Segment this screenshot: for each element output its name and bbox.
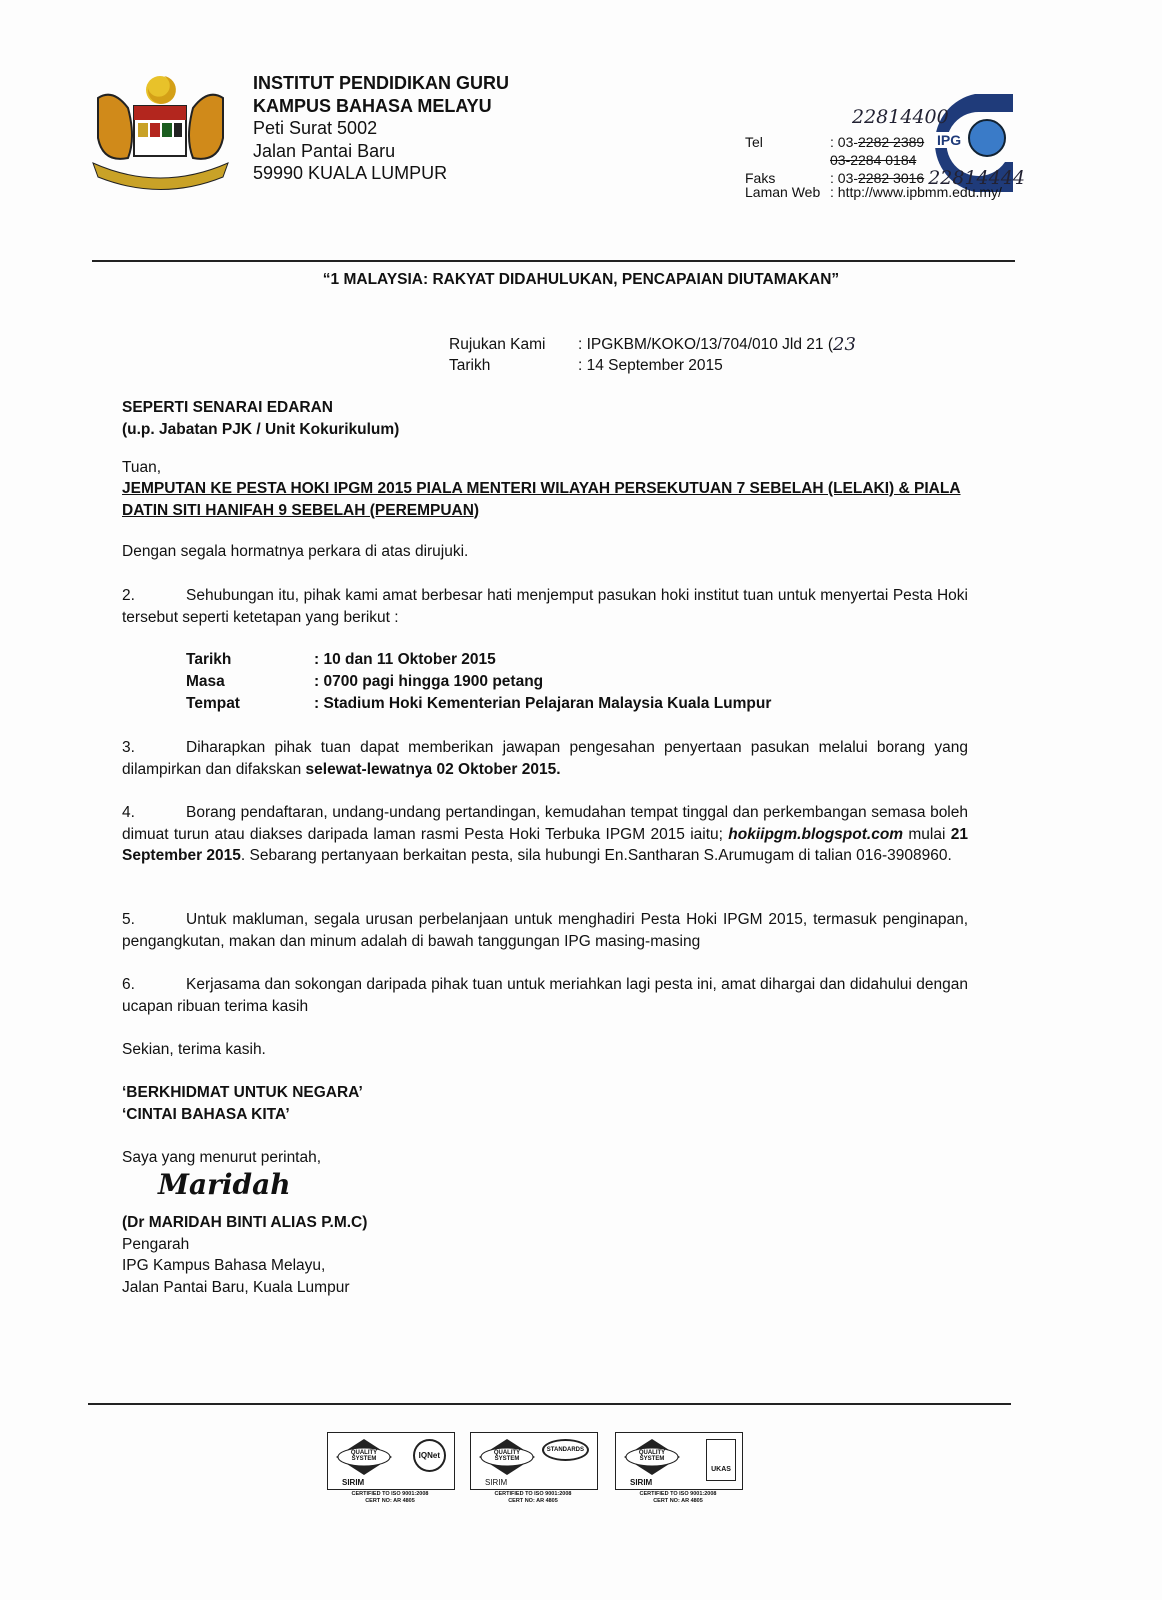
quality-system-text: QUALITY SYSTEM: [493, 1450, 521, 1462]
handwritten-fax: 22814444: [928, 167, 1025, 189]
contact-block: [745, 133, 1025, 201]
para-text: mulai: [903, 825, 951, 843]
signatory-block: [122, 1212, 968, 1298]
date-value: : 14 September 2015: [578, 357, 723, 374]
sign-intro: Saya yang menurut perintah,: [122, 1149, 322, 1166]
para-number: 4.: [122, 804, 135, 821]
paragraph-5: [122, 909, 968, 952]
detail-label: Tarikh: [186, 651, 232, 668]
quality-system-text: QUALITY SYSTEM: [638, 1450, 666, 1462]
slogan: ‘BERKHIDMAT UNTUK NEGARA’: [122, 1084, 363, 1101]
cert-text: [470, 1491, 596, 1505]
para-number: 6.: [122, 976, 135, 993]
ref-value: : IPGKBM/KOKO/13/704/010 Jld 21 (: [578, 336, 834, 353]
detail-value: : Stadium Hoki Kementerian Pelajaran Malaysia Kuala Lumpur: [314, 695, 772, 712]
slogans: [122, 1082, 968, 1125]
reference-block: [449, 334, 856, 376]
cert-line: CERTIFIED TO ISO 9001:2008: [494, 1491, 572, 1497]
para-text: Kerjasama dan sokongan daripada pihak tuan untuk meriahkan lagi pesta ini, amat dihargai dan didahului dengan ucapan ribuan terima kasih: [122, 976, 968, 1015]
web-link[interactable]: : http://www.ipbmm.edu.my/: [830, 184, 1002, 200]
cert-line: CERTIFIED TO ISO 9001:2008: [639, 1491, 717, 1497]
para-text: Diharapkan pihak tuan dapat memberikan jawapan pengesahan penyertaan pasukan melalui borang yang dilampirkan dan difakskan: [122, 739, 968, 778]
signatory-name: (Dr MARIDAH BINTI ALIAS P.M.C): [122, 1214, 368, 1231]
handwritten-tel: 22814400: [852, 106, 949, 128]
detail-label: Tempat: [186, 695, 240, 712]
para-number: 2.: [122, 587, 135, 604]
para-text: Untuk makluman, segala urusan perbelanjaan untuk menghadiri Pesta Hoki IPGM 2015, termasuk penginapan, pengangkutan, makan dan minum adalah di bawah tanggungan IPG masing-masing: [122, 911, 968, 950]
detail-value: : 0700 pagi hingga 1900 petang: [314, 673, 544, 690]
address-line: Peti Surat 5002: [253, 118, 378, 138]
sirim-text: SIRIM: [342, 1478, 365, 1487]
signatory-title: Pengarah: [122, 1235, 190, 1253]
tel-label: Tel: [745, 134, 763, 150]
closing: Sekian, terima kasih.: [122, 1041, 266, 1058]
ipg-logo-text: IPG: [937, 132, 962, 148]
institution-header: [253, 72, 509, 185]
paragraph-2: [122, 585, 968, 628]
quality-system-text: QUALITY SYSTEM: [350, 1450, 378, 1462]
ref-label: Rujukan Kami: [449, 336, 546, 353]
cert-text: [615, 1491, 741, 1505]
para-number: 3.: [122, 739, 135, 756]
detail-value: : 10 dan 11 Oktober 2015: [314, 651, 496, 668]
web-label: Laman Web: [745, 184, 821, 200]
cert-line: CERT NO: AR 4805: [508, 1498, 558, 1504]
address-line: 59990 KUALA LUMPUR: [253, 163, 448, 183]
sirim-text: SIRIM: [630, 1478, 653, 1487]
sirim-standards-logo: [470, 1432, 598, 1490]
cert-line: CERTIFIED TO ISO 9001:2008: [351, 1491, 429, 1497]
cert-line: CERT NO: AR 4805: [365, 1498, 415, 1504]
paragraph-3: [122, 737, 968, 780]
fax-label: Faks: [745, 170, 776, 186]
iqnet-text: IQNet: [413, 1439, 446, 1472]
sirim-ukas-logo: [615, 1432, 743, 1490]
paragraph-1: Dengan segala hormatnya perkara di atas dirujuki.: [122, 543, 469, 560]
tel-prefix: : 03-: [830, 134, 859, 150]
para-text: Borang pendaftaran, undang-undang pertandingan, kemudahan tempat tinggal dan perkembangan semasa boleh dimuat turun atau diakses daripada laman rasmi Pesta Hoki Terbuka IPGM 2015 iaitu;: [122, 804, 968, 843]
event-details: [186, 649, 771, 715]
date-label: Tarikh: [449, 357, 491, 374]
cert-line: CERT NO: AR 4805: [653, 1498, 703, 1504]
address-line: Jalan Pantai Baru: [253, 140, 396, 161]
motto: “1 MALAYSIA: RAKYAT DIDAHULUKAN, PENCAPAIAN DIUTAMAKAN”: [322, 271, 840, 288]
institution-name: INSTITUT PENDIDIKAN GURU: [253, 73, 509, 93]
signatory-address: Jalan Pantai Baru, Kuala Lumpur: [122, 1278, 350, 1296]
detail-label: Masa: [186, 673, 225, 690]
paragraph-4: [122, 802, 968, 867]
tel2-struck: 03-2284 0184: [830, 152, 917, 168]
campus-name: KAMPUS BAHASA MELAYU: [253, 95, 492, 116]
tel-struck: 2282 2389: [858, 134, 925, 150]
salutation: Tuan,: [122, 459, 162, 476]
fax-prefix: : 03-: [830, 170, 859, 186]
malaysia-coat-of-arms-logo: [88, 68, 233, 193]
ukas-text: UKAS: [706, 1439, 736, 1481]
para-text: Sehubungan itu, pihak kami amat berbesar hati menjemput pasukan hoki institut tuan untuk menyertai Pesta Hoki tersebut seperti ketetapan yang berikut :: [122, 587, 968, 626]
sirim-text: SIRIM: [485, 1478, 508, 1487]
standards-text: STANDARDS: [542, 1439, 589, 1461]
paragraph-6: [122, 974, 968, 1017]
signatory-org: IPG Kampus Bahasa Melayu,: [122, 1257, 326, 1274]
sirim-iqnet-logo: [327, 1432, 455, 1490]
cert-text: [327, 1491, 453, 1505]
start-date: 21 September 2015: [122, 825, 968, 864]
para-number: 5.: [122, 911, 135, 928]
recipient-line: (u.p. Jabatan PJK / Unit Kokurikulum): [122, 420, 400, 438]
recipient: [122, 397, 968, 440]
blog-link[interactable]: hokiipgm.blogspot.com: [728, 825, 904, 843]
recipient-line: SEPERTI SENARAI EDARAN: [122, 399, 333, 416]
deadline: selewat-lewatnya 02 Oktober 2015.: [305, 760, 561, 778]
footer-divider: [88, 1403, 1011, 1405]
header-divider: [92, 260, 1015, 262]
signature: Maridah: [158, 1168, 291, 1201]
ref-handwritten: 23: [833, 334, 856, 355]
fax-struck: 2282 3016: [858, 170, 925, 186]
subject: JEMPUTAN KE PESTA HOKI IPGM 2015 PIALA MENTERI WILAYAH PERSEKUTUAN 7 SEBELAH (LELAKI) & PIALA DATIN SITI HANIFAH 9 SEBELAH (PEREMPUAN): [122, 480, 961, 519]
slogan: ‘CINTAI BAHASA KITA’: [122, 1105, 290, 1123]
para-text: . Sebarang pertanyaan berkaitan pesta, sila hubungi En.Santharan S.Arumugam di talian 016-3908960.: [240, 847, 952, 864]
